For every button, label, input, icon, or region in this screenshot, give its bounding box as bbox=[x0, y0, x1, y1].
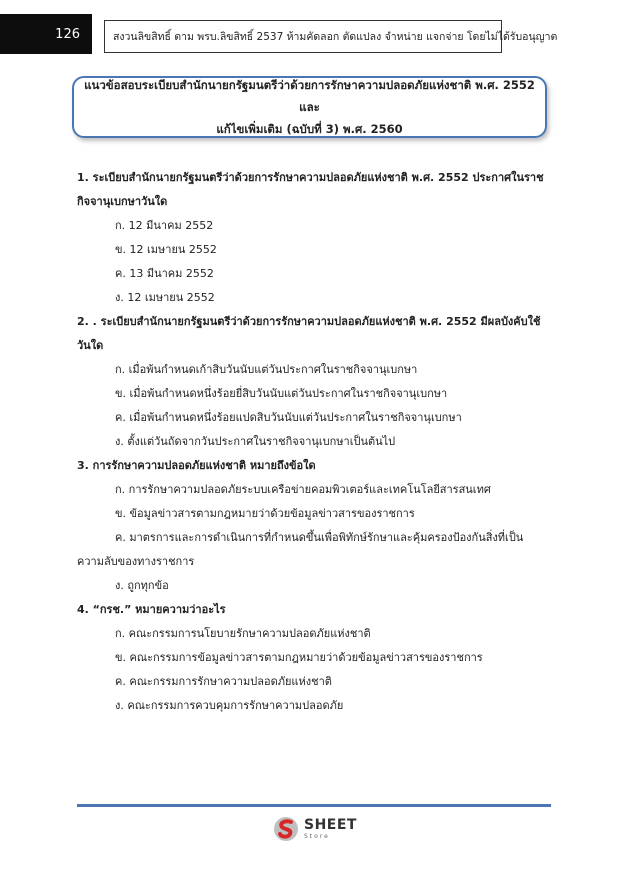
question-1-text: 1. ระเบียบสำนักนายกรัฐมนตรีว่าด้วยการรักษาความปลอดภัยแห่งชาติ พ.ศ. 2552 ประกาศในราช bbox=[77, 171, 544, 184]
s-swirl-logo-icon bbox=[272, 815, 300, 843]
question-2-text: 2. . ระเบียบสำนักนายกรัฐมนตรีว่าด้วยการรักษาความปลอดภัยแห่งชาติ พ.ศ. 2552 มีผลบังคับใช้ bbox=[77, 315, 541, 328]
section-title-box bbox=[72, 76, 547, 138]
question-4-text: 4. “กรช.” หมายความว่าอะไร bbox=[77, 603, 226, 616]
question-2-option-c: ค. เมื่อพ้นกำหนดหนึ่งร้อยแปดสิบวันนับแต่วันประกาศในราชกิจจานุเบกษา bbox=[115, 411, 462, 424]
question-1-option-a: ก. 12 มีนาคม 2552 bbox=[115, 219, 214, 232]
footer-divider bbox=[77, 804, 551, 807]
section-title-line-1: แนวข้อสอบระเบียบสำนักนายกรัฐมนตรีว่าด้วยการรักษาความปลอดภัยแห่งชาติ พ.ศ. 2552 และ bbox=[84, 78, 535, 114]
question-3-option-b: ข. ข้อมูลข่าวสารตามกฎหมายว่าด้วยข้อมูลข่าวสารของราชการ bbox=[115, 507, 415, 520]
brand-name: SHEET bbox=[304, 817, 357, 833]
question-2-text-cont: วันใด bbox=[77, 339, 104, 352]
question-3-option-a: ก. การรักษาความปลอดภัยระบบเครือข่ายคอมพิวเตอร์และเทคโนโลยีสารสนเทศ bbox=[115, 483, 491, 496]
question-3-option-c-cont: ความลับของทางราชการ bbox=[77, 555, 195, 568]
copyright-notice-box bbox=[104, 20, 558, 53]
question-4-option-b: ข. คณะกรรมการข้อมูลข่าวสารตามกฎหมายว่าด้วยข้อมูลข่าวสารของราชการ bbox=[115, 651, 483, 664]
question-list bbox=[77, 166, 547, 718]
question-4-option-c: ค. คณะกรรมการรักษาความปลอดภัยแห่งชาติ bbox=[115, 675, 332, 688]
question-1 bbox=[77, 166, 547, 310]
question-1-option-d: ง. 12 เมษายน 2552 bbox=[115, 291, 215, 304]
question-3-text: 3. การรักษาความปลอดภัยแห่งชาติ หมายถึงข้อใด bbox=[77, 459, 316, 472]
brand-logo bbox=[272, 815, 357, 843]
question-1-option-c: ค. 13 มีนาคม 2552 bbox=[115, 267, 214, 280]
question-3-option-c: ค. มาตรการและการดำเนินการที่กำหนดขึ้นเพื่อพิทักษ์รักษาและคุ้มครองป้องกันสิ่งที่เป็น bbox=[115, 531, 524, 544]
copyright-notice: สงวนลิขสิทธิ์ ตาม พรบ.ลิขสิทธิ์ 2537 ห้ามคัดลอก ตัดแปลง จำหน่าย แจกจ่าย โดยไม่ได้รับอนุญาต bbox=[113, 31, 558, 43]
question-2-option-a: ก. เมื่อพ้นกำหนดเก้าสิบวันนับแต่วันประกาศในราชกิจจานุเบกษา bbox=[115, 363, 418, 376]
section-title-line-2: แก้ไขเพิ่มเติม (ฉบับที่ 3) พ.ศ. 2560 bbox=[216, 122, 403, 136]
question-4-option-d: ง. คณะกรรมการควบคุมการรักษาความปลอดภัย bbox=[115, 699, 344, 712]
question-2 bbox=[77, 310, 547, 454]
question-4 bbox=[77, 598, 547, 718]
question-3-option-d: ง. ถูกทุกข้อ bbox=[115, 579, 169, 592]
question-4-option-a: ก. คณะกรรมการนโยบายรักษาความปลอดภัยแห่งชาติ bbox=[115, 627, 371, 640]
question-3-option-c-cont-row bbox=[77, 550, 547, 574]
question-2-option-d: ง. ตั้งแต่วันถัดจากวันประกาศในราชกิจจานุเบกษาเป็นต้นไป bbox=[115, 435, 396, 448]
brand-subtitle: Store bbox=[304, 833, 330, 840]
question-2-option-b: ข. เมื่อพ้นกำหนดหนึ่งร้อยยี่สิบวันนับแต่วันประกาศในราชกิจจานุเบกษา bbox=[115, 387, 448, 400]
page-number-badge bbox=[0, 14, 92, 54]
question-1-text-cont: กิจจานุเบกษาวันใด bbox=[77, 195, 168, 208]
page-number: 126 bbox=[55, 26, 80, 42]
question-3 bbox=[77, 454, 547, 598]
question-1-option-b: ข. 12 เมษายน 2552 bbox=[115, 243, 217, 256]
